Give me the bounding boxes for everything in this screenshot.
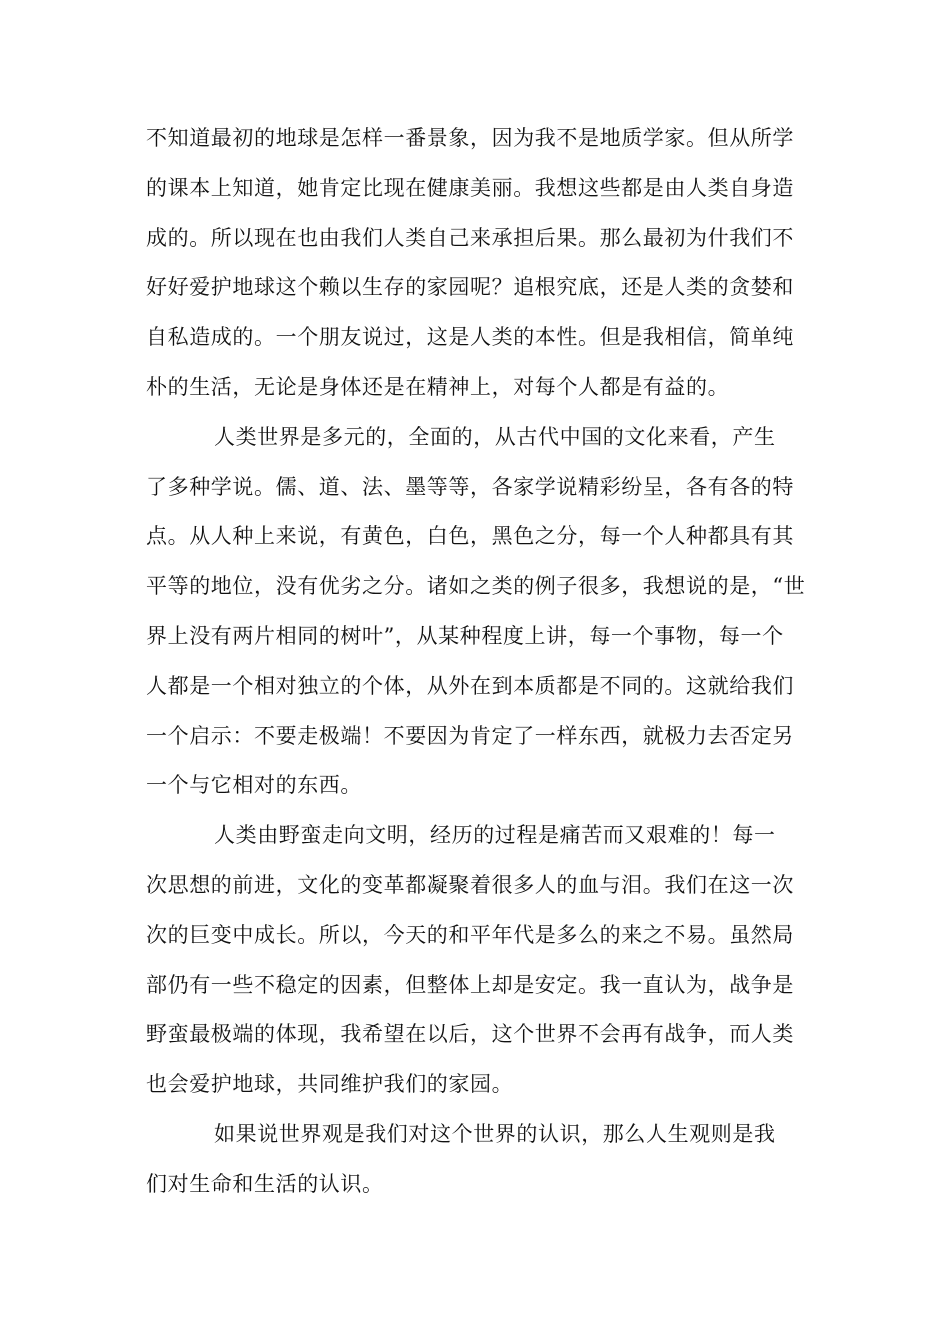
paragraph-3 [146, 811, 808, 1110]
document-body [146, 114, 808, 1210]
text-line: 不知道最初的地球是怎样一番景象，因为我不是地质学家。但从所学 [146, 126, 794, 150]
text-line: 次思想的前进，文化的变革都凝聚着很多人的血与泪。我们在这一次 [146, 872, 794, 897]
text-line: 如果说世界观是我们对这个世界的认识，那么人生观则是我 [214, 1121, 776, 1146]
paragraph-1 [146, 114, 808, 413]
text-line: 好好爱护地球这个赖以生存的家园呢？追根究底，还是人类的贪婪和 [146, 275, 794, 300]
text-line: 野蛮最极端的体现，我希望在以后，这个世界不会再有战争，而人类 [146, 1022, 794, 1047]
text-line: 的课本上知道，她肯定比现在健康美丽。我想这些都是由人类自身造 [146, 175, 794, 200]
text-line: 朴的生活，无论是身体还是在精神上，对每个人都是有益的。 [146, 374, 730, 399]
text-line: 界上没有两片相同的树叶”，从某种程度上讲，每一个事物，每一个 [146, 623, 784, 648]
text-line: 点。从人种上来说，有黄色，白色，黑色之分，每一个人种都具有其 [146, 524, 794, 549]
paragraph-4 [146, 1110, 808, 1210]
paragraph-2 [146, 413, 808, 811]
text-line: 部仍有一些不稳定的因素，但整体上却是安定。我一直认为，战争是 [146, 972, 794, 997]
text-line: 成的。所以现在也由我们人类自己来承担后果。那么最初为什我们不 [146, 225, 794, 250]
text-line: 了多种学说。儒、道、法、墨等等，各家学说精彩纷呈，各有各的特 [146, 474, 794, 499]
text-line: 平等的地位，没有优劣之分。诸如之类的例子很多，我想说的是，“世 [146, 574, 806, 599]
text-line: 人类由野蛮走向文明，经历的过程是痛苦而又艰难的！每一 [214, 823, 776, 848]
text-line: 也会爱护地球，共同维护我们的家园。 [146, 1072, 514, 1097]
text-line: 人都是一个相对独立的个体，从外在到本质都是不同的。这就给我们 [146, 673, 794, 698]
text-line: 们对生命和生活的认识。 [146, 1171, 384, 1196]
text-line: 一个启示：不要走极端！不要因为肯定了一样东西，就极力去否定另 [146, 723, 794, 748]
text-line: 人类世界是多元的，全面的，从古代中国的文化来看，产生 [214, 424, 776, 449]
text-line: 次的巨变中成长。所以，今天的和平年代是多么的来之不易。虽然局 [146, 922, 794, 947]
text-line: 一个与它相对的东西。 [146, 773, 362, 798]
text-line: 自私造成的。一个朋友说过，这是人类的本性。但是我相信，简单纯 [146, 325, 794, 350]
